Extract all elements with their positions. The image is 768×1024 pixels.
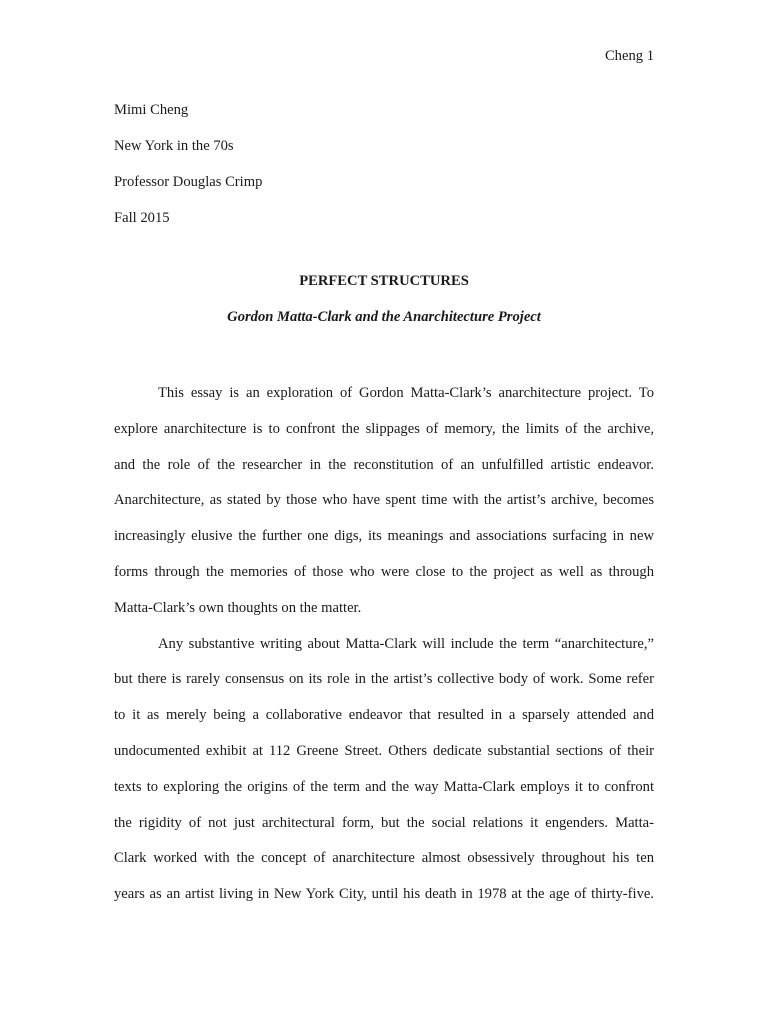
paragraph-line: increasingly elusive the further one digs, its meanings and associations surfacing in new bbox=[114, 528, 654, 545]
author-name: Mimi Cheng bbox=[114, 102, 189, 118]
paragraph-line: Clark worked with the concept of anarchitecture almost obsessively throughout his ten bbox=[114, 850, 654, 867]
paragraph-line: but there is rarely consensus on its role in the artist’s collective body of work. Some refer bbox=[114, 671, 654, 688]
essay-subtitle: Gordon Matta-Clark and the Anarchitecture Project bbox=[227, 309, 541, 325]
paragraph-1 bbox=[114, 376, 654, 627]
paragraph-line: to it as merely being a collaborative endeavor that resulted in a sparsely attended and bbox=[114, 707, 654, 724]
essay-body bbox=[114, 376, 654, 913]
paragraph-line: undocumented exhibit at 112 Greene Street. Others dedicate substantial sections of their bbox=[114, 742, 654, 759]
paragraph-line: explore anarchitecture is to confront the slippages of memory, the limits of the archive, bbox=[114, 420, 654, 437]
term: Fall 2015 bbox=[114, 210, 170, 226]
course-name: New York in the 70s bbox=[114, 138, 234, 154]
running-head: Cheng 1 bbox=[604, 48, 654, 64]
essay-title: PERFECT STRUCTURES bbox=[299, 273, 469, 289]
paragraph-line: and the role of the researcher in the reconstitution of an unfulfilled artistic endeavor. bbox=[114, 456, 654, 473]
paragraph-line: years as an artist living in New York City, until his death in 1978 at the age of thirty-five. bbox=[114, 886, 654, 903]
professor-name: Professor Douglas Crimp bbox=[114, 174, 263, 190]
paragraph-line: the rigidity of not just architectural form, but the social relations it engenders. Matta- bbox=[114, 814, 654, 831]
paragraph-2 bbox=[114, 627, 654, 913]
paragraph-line: Anarchitecture, as stated by those who have spent time with the artist’s archive, becomes bbox=[114, 492, 654, 509]
paragraph-line: This essay is an exploration of Gordon Matta-Clark’s anarchitecture project. To bbox=[158, 385, 654, 401]
paragraph-line: Matta-Clark’s own thoughts on the matter. bbox=[114, 599, 362, 616]
paragraph-line: forms through the memories of those who were close to the project as well as through bbox=[114, 563, 654, 580]
heading-block bbox=[114, 92, 262, 236]
paragraph-line: Any substantive writing about Matta-Clark will include the term “anarchitecture,” bbox=[158, 635, 654, 652]
paragraph-line: texts to exploring the origins of the term and the way Matta-Clark employs it to confront bbox=[114, 778, 654, 795]
